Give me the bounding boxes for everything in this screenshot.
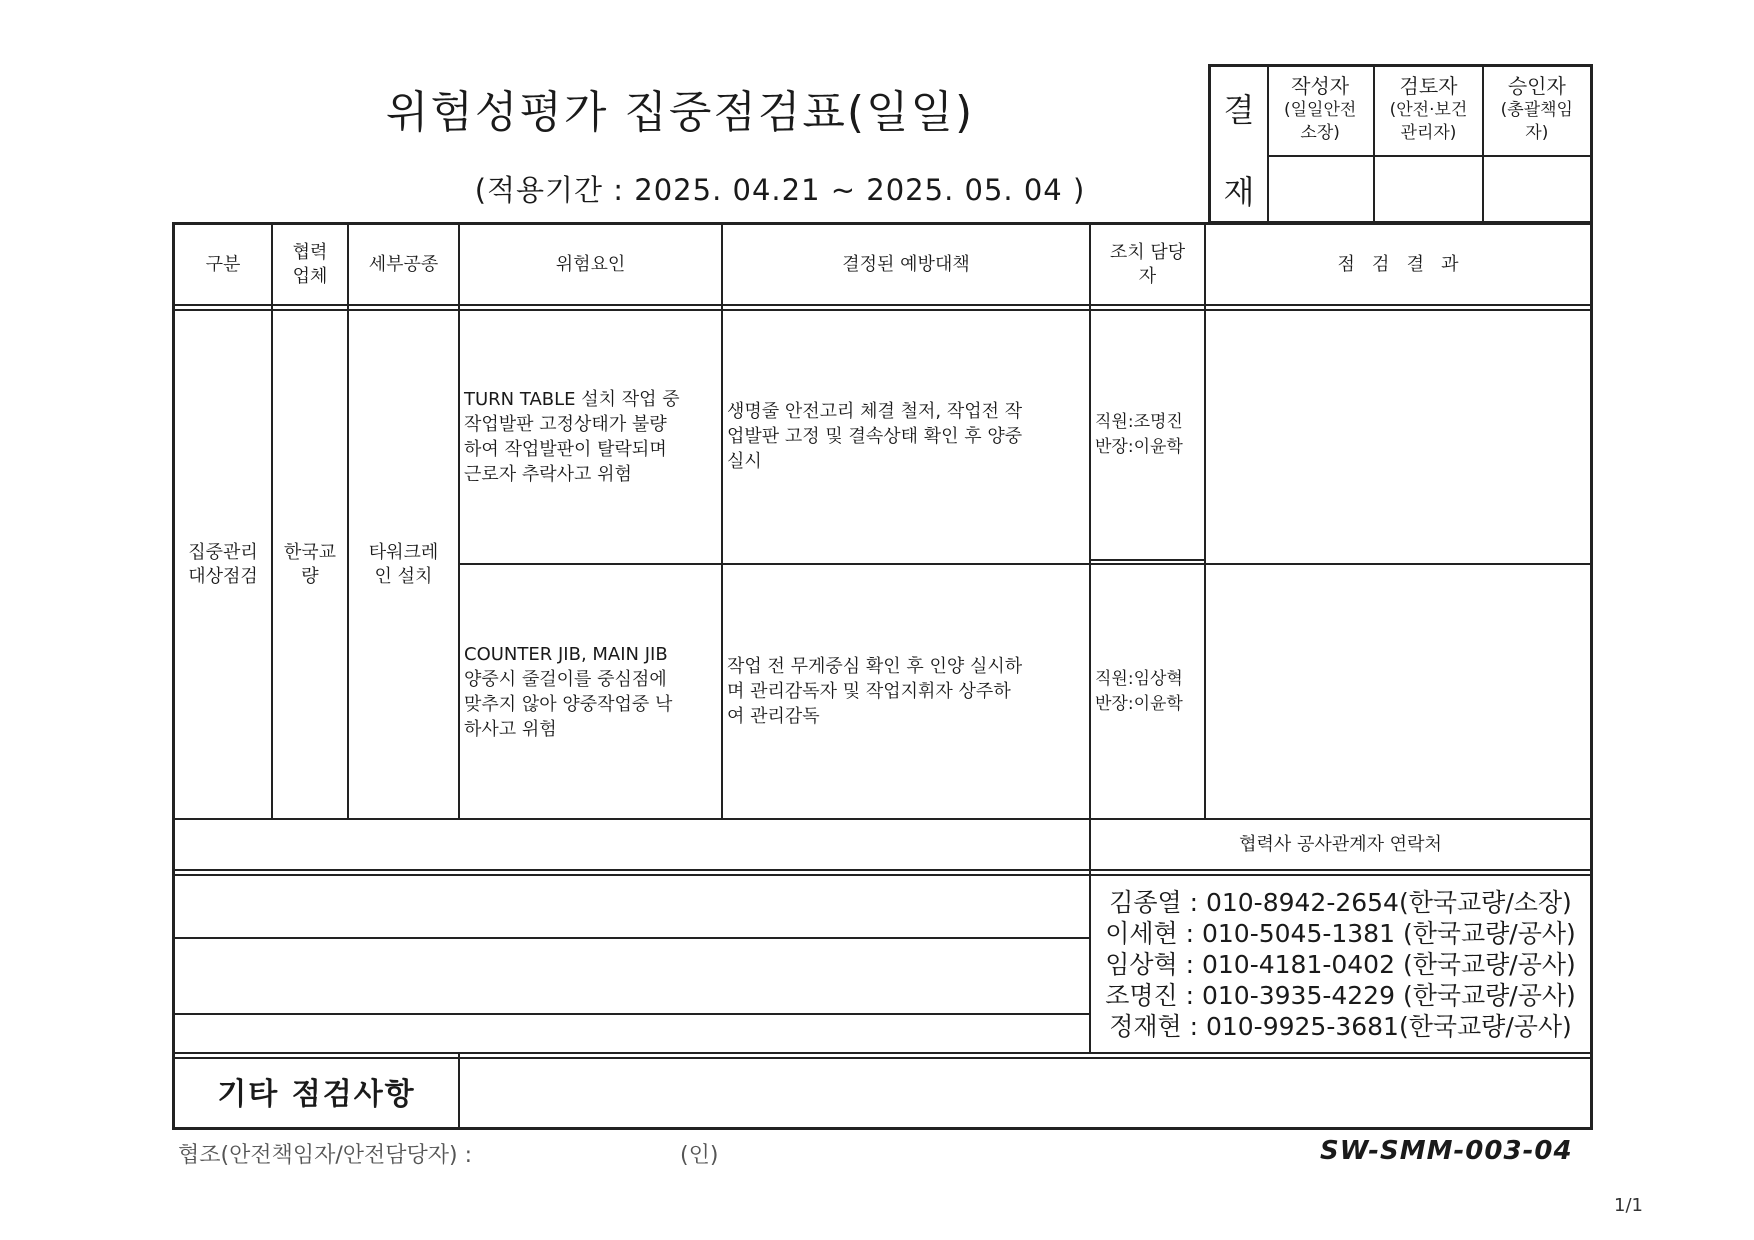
- etc-content[interactable]: [460, 1059, 1590, 1130]
- contact-header-line: [175, 869, 1590, 871]
- group-work: [349, 311, 458, 818]
- approval-column-approver: [1484, 67, 1590, 221]
- cooperation-label: 협조(안전책임자/안전담당자) :: [178, 1143, 473, 1168]
- measure-text: 생명줄 안전고리 체결 철저, 작업전 작 업발판 고정 및 결속상태 확인 후 양중 실시: [727, 401, 1023, 472]
- contacts-list: [1091, 876, 1590, 1052]
- approval-role-sub: (안전·보건: [1389, 100, 1468, 120]
- approval-role-sub: 관리자): [1400, 123, 1457, 143]
- notes-line: [175, 1013, 1091, 1015]
- header-result: 점 검 결 과: [1337, 253, 1459, 275]
- group-partner: [273, 311, 347, 818]
- signature-cell-approver[interactable]: [1484, 157, 1590, 221]
- hazard-text: TURN TABLE 설치 작업 중 작업발판 고정상태가 불량 하여 작업발판이 탈락되며 근로자 추락사고 위험: [464, 389, 680, 485]
- group-category: [175, 311, 271, 818]
- group-category-line: 집중관리: [188, 541, 258, 563]
- table-row-hazard: [460, 565, 721, 818]
- etc-top-line: [175, 1052, 1590, 1054]
- signature-cell-author[interactable]: [1267, 157, 1373, 221]
- header-measure: 결정된 예방대책: [842, 253, 970, 275]
- etc-label-text: 기타 점검사항: [217, 1076, 416, 1112]
- group-partner-line: 량: [301, 565, 319, 587]
- signature-cell-reviewer[interactable]: [1375, 157, 1481, 221]
- contact-item: 조명진 : 010-3935-4229 (한국교량/공사): [1105, 980, 1576, 1010]
- approval-role-sub: 자): [1525, 123, 1549, 143]
- document-code: SW-SMM-003-04: [1320, 1136, 1573, 1166]
- contact-item: 이세현 : 010-5045-1381 (한국교량/공사): [1105, 918, 1576, 948]
- approval-role-sub: 소장): [1300, 123, 1340, 143]
- group-category-line: 대상점검: [188, 565, 258, 587]
- table-row-hazard: [460, 311, 721, 563]
- header-partner-line: 업체: [292, 265, 328, 287]
- header-work: 세부공종: [368, 253, 439, 275]
- page-number: 1/1: [1614, 1195, 1643, 1216]
- manager-text: 직원:조명진 반장:이윤학: [1095, 412, 1183, 457]
- table-row-measure: [723, 311, 1089, 563]
- approval-role-sub: (일일안전: [1284, 100, 1357, 120]
- notes-line: [175, 937, 1091, 939]
- header-partner-line: 협력: [292, 241, 328, 263]
- approval-column-reviewer: [1375, 67, 1483, 221]
- approval-column-author: [1267, 67, 1375, 221]
- seal-mark: (인): [680, 1143, 719, 1168]
- hazard-text: COUNTER JIB, MAIN JIB 양중시 줄걸이를 중심점에 맞추지 않아 양중작업중 낙 하사고 위험: [464, 643, 673, 740]
- contacts-header: 협력사 공사관계자 연락처: [1239, 833, 1442, 855]
- table-row-measure: [723, 565, 1089, 818]
- document-title: 위험성평가 집중점검표(일일): [385, 87, 975, 138]
- group-partner-line: 한국교: [283, 541, 337, 563]
- approval-label-top: 결: [1223, 91, 1255, 129]
- header-hazard: 위험요인: [555, 253, 626, 275]
- approval-label-bottom: 재: [1223, 173, 1255, 211]
- contact-item: 김종열 : 010-8942-2654(한국교량/소장): [1109, 887, 1572, 917]
- approval-role-sub: (총괄책임: [1500, 100, 1573, 120]
- table-row-manager: [1091, 311, 1204, 559]
- application-period: (적용기간 : 2025. 04.21 ~ 2025. 05. 04 ): [474, 173, 1086, 207]
- measure-text: 작업 전 무게중심 확인 후 인양 실시하 며 관리감독자 및 작업지휘자 상주하 여 관리감독: [727, 656, 1023, 727]
- approval-role: 검토자: [1399, 74, 1458, 98]
- header-manager-line: 조치 담당: [1109, 241, 1186, 263]
- header-manager-line: 자: [1138, 265, 1157, 287]
- approval-role: 작성자: [1291, 74, 1350, 98]
- contact-item: 정재현 : 010-9925-3681(한국교량/공사): [1109, 1011, 1572, 1041]
- inspection-table: [172, 222, 1593, 1130]
- approval-box: [1208, 64, 1593, 224]
- header-manager: [1091, 225, 1204, 304]
- row-divider-manager: [1089, 559, 1204, 561]
- table-row-manager: [1091, 565, 1204, 818]
- contact-item: 임상혁 : 010-4181-0402 (한국교량/공사): [1105, 949, 1576, 979]
- group-work-line: 타워크레: [368, 541, 439, 563]
- blank-note-cell[interactable]: [175, 820, 1089, 869]
- header-divider: [175, 304, 1590, 306]
- group-work-line: 인 설치: [374, 565, 433, 587]
- table-row-result[interactable]: [1206, 311, 1590, 563]
- etc-label: [175, 1059, 458, 1130]
- table-row-result[interactable]: [1206, 565, 1590, 818]
- header-category: 구분: [205, 253, 241, 275]
- approval-role: 승인자: [1507, 74, 1566, 98]
- manager-text: 직원:임상혁 반장:이윤학: [1095, 668, 1183, 714]
- approval-label: [1211, 67, 1269, 221]
- header-partner: [273, 225, 347, 304]
